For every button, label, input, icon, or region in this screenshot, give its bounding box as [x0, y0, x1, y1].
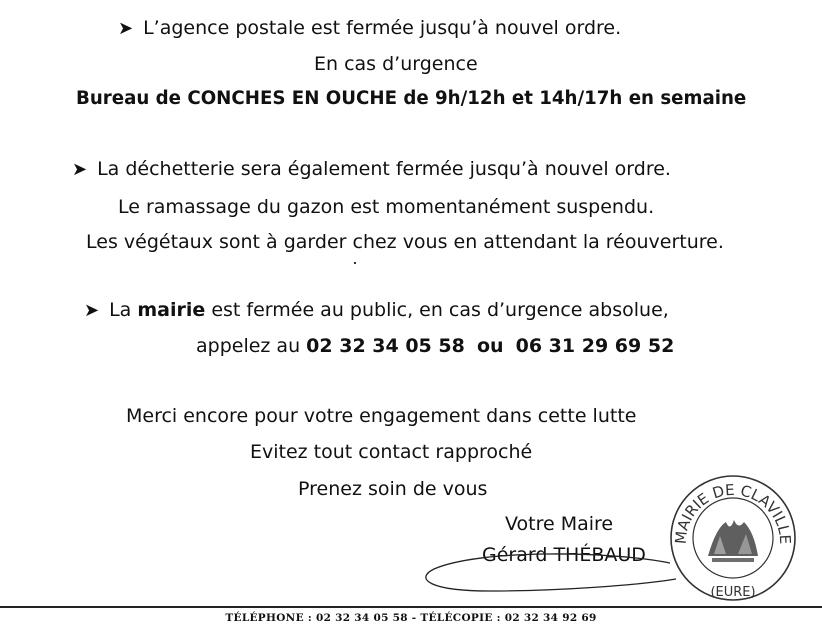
avoid-contact-line: Evitez tout contact rapproché: [250, 441, 533, 463]
postal-closure-line: [118, 16, 621, 41]
postal-closure-text: L’agence postale est fermée jusqu’à nouvel ordre.: [143, 17, 622, 39]
call-prefix: appelez au: [196, 335, 307, 357]
contact-footer: TÉLÉPHONE : 02 32 34 05 58 - TÉLÉCOPIE : 02 32 34 92 69: [225, 612, 597, 624]
phone-number-2: 06 31 29 69 52: [515, 335, 675, 357]
thanks-line: Merci encore pour votre engagement dans cette lutte: [126, 405, 637, 427]
phone-separator: ou: [476, 335, 504, 357]
signature-flourish: [420, 545, 680, 595]
townhall-closure-line: [84, 298, 669, 323]
speck: [354, 262, 356, 264]
waste-closure-text: La déchetterie sera également fermée jusqu’à nouvel ordre.: [97, 158, 671, 180]
phone-number-1: 02 32 34 05 58: [306, 335, 465, 357]
mayor-title: Votre Maire: [505, 513, 614, 535]
phone-line: [196, 334, 674, 358]
arrow-right-icon: ➤: [72, 159, 88, 180]
coat-of-arms-icon: [708, 520, 758, 562]
mayor-name: Gérard THÉBAUD: [482, 544, 646, 566]
emergency-label: En cas d’urgence: [314, 53, 478, 75]
take-care-line: Prenez soin de vous: [298, 478, 488, 500]
arrow-right-icon: ➤: [84, 300, 100, 321]
town-stamp: [668, 472, 798, 604]
waste-closure-line: [72, 157, 671, 182]
townhall-word: mairie: [137, 299, 206, 321]
footer-divider: [0, 606, 822, 608]
townhall-text-prefix: La: [109, 299, 138, 321]
grass-collection-suspended: Le ramassage du gazon est momentanément suspendu.: [118, 196, 655, 218]
conches-office-hours: Bureau de CONCHES EN OUCHE de 9h/12h et 14h/17h en semaine: [76, 88, 747, 109]
townhall-text-suffix: est fermée au public, en cas d’urgence absolue,: [205, 299, 669, 321]
stamp-bottom-text: (EURE): [710, 585, 756, 600]
arrow-right-icon: ➤: [118, 18, 134, 39]
green-waste-notice: Les végétaux sont à garder chez vous en attendant la réouverture.: [86, 231, 724, 253]
stamp-top-text: MAIRIE DE CLAVILLE: [671, 480, 795, 545]
